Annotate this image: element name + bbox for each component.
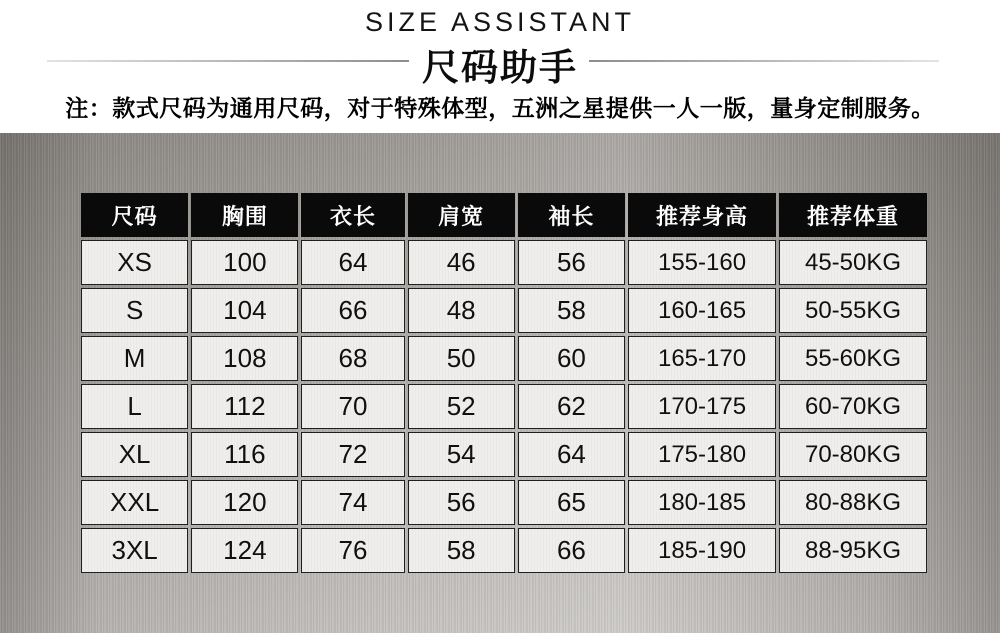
title-chinese: 尺码助手 bbox=[422, 48, 578, 89]
title-chinese-row bbox=[0, 39, 1000, 89]
metal-background bbox=[0, 133, 1000, 633]
size-cell: L bbox=[81, 384, 188, 429]
measurement-cell: 68 bbox=[301, 336, 404, 381]
measurement-cell: 170-175 bbox=[628, 384, 776, 429]
measurement-cell: 72 bbox=[301, 432, 404, 477]
column-header: 胸围 bbox=[191, 193, 298, 237]
measurement-cell: 54 bbox=[408, 432, 515, 477]
measurement-cell: 45-50KG bbox=[779, 240, 927, 285]
size-cell: XS bbox=[81, 240, 188, 285]
table-row bbox=[81, 384, 927, 429]
decorative-line-left bbox=[47, 60, 409, 62]
measurement-cell: 80-88KG bbox=[779, 480, 927, 525]
measurement-cell: 58 bbox=[408, 528, 515, 573]
measurement-cell: 76 bbox=[301, 528, 404, 573]
size-table-body bbox=[81, 240, 927, 573]
size-table bbox=[78, 190, 930, 576]
measurement-cell: 64 bbox=[301, 240, 404, 285]
decorative-line-right bbox=[589, 60, 939, 62]
measurement-cell: 64 bbox=[518, 432, 625, 477]
measurement-cell: 66 bbox=[301, 288, 404, 333]
measurement-cell: 62 bbox=[518, 384, 625, 429]
size-cell: S bbox=[81, 288, 188, 333]
column-header: 衣长 bbox=[301, 193, 404, 237]
measurement-cell: 124 bbox=[191, 528, 298, 573]
measurement-cell: 88-95KG bbox=[779, 528, 927, 573]
measurement-cell: 70 bbox=[301, 384, 404, 429]
measurement-cell: 70-80KG bbox=[779, 432, 927, 477]
title-english: SIZE ASSISTANT bbox=[364, 7, 636, 37]
measurement-cell: 50 bbox=[408, 336, 515, 381]
table-row bbox=[81, 528, 927, 573]
measurement-cell: 160-165 bbox=[628, 288, 776, 333]
measurement-cell: 65 bbox=[518, 480, 625, 525]
note-text: 注：款式尺码为通用尺码，对于特殊体型，五洲之星提供一人一版，量身定制服务。 bbox=[65, 96, 935, 121]
header-section bbox=[0, 0, 1000, 133]
table-row bbox=[81, 432, 927, 477]
measurement-cell: 52 bbox=[408, 384, 515, 429]
measurement-cell: 112 bbox=[191, 384, 298, 429]
size-cell: XXL bbox=[81, 480, 188, 525]
measurement-cell: 58 bbox=[518, 288, 625, 333]
size-cell: 3XL bbox=[81, 528, 188, 573]
size-cell: XL bbox=[81, 432, 188, 477]
table-row bbox=[81, 240, 927, 285]
column-header: 肩宽 bbox=[408, 193, 515, 237]
measurement-cell: 60 bbox=[518, 336, 625, 381]
measurement-cell: 100 bbox=[191, 240, 298, 285]
measurement-cell: 185-190 bbox=[628, 528, 776, 573]
measurement-cell: 74 bbox=[301, 480, 404, 525]
measurement-cell: 165-170 bbox=[628, 336, 776, 381]
measurement-cell: 104 bbox=[191, 288, 298, 333]
measurement-cell: 56 bbox=[518, 240, 625, 285]
measurement-cell: 155-160 bbox=[628, 240, 776, 285]
column-header: 推荐身高 bbox=[628, 193, 776, 237]
measurement-cell: 50-55KG bbox=[779, 288, 927, 333]
measurement-cell: 60-70KG bbox=[779, 384, 927, 429]
measurement-cell: 108 bbox=[191, 336, 298, 381]
measurement-cell: 55-60KG bbox=[779, 336, 927, 381]
column-header: 尺码 bbox=[81, 193, 188, 237]
table-row bbox=[81, 288, 927, 333]
size-cell: M bbox=[81, 336, 188, 381]
measurement-cell: 180-185 bbox=[628, 480, 776, 525]
column-header: 推荐体重 bbox=[779, 193, 927, 237]
table-row bbox=[81, 480, 927, 525]
measurement-cell: 56 bbox=[408, 480, 515, 525]
measurement-cell: 48 bbox=[408, 288, 515, 333]
measurement-cell: 46 bbox=[408, 240, 515, 285]
table-row bbox=[81, 336, 927, 381]
measurement-cell: 66 bbox=[518, 528, 625, 573]
column-header: 袖长 bbox=[518, 193, 625, 237]
measurement-cell: 120 bbox=[191, 480, 298, 525]
header-row bbox=[81, 193, 927, 237]
measurement-cell: 116 bbox=[191, 432, 298, 477]
measurement-cell: 175-180 bbox=[628, 432, 776, 477]
size-table-head bbox=[81, 193, 927, 237]
